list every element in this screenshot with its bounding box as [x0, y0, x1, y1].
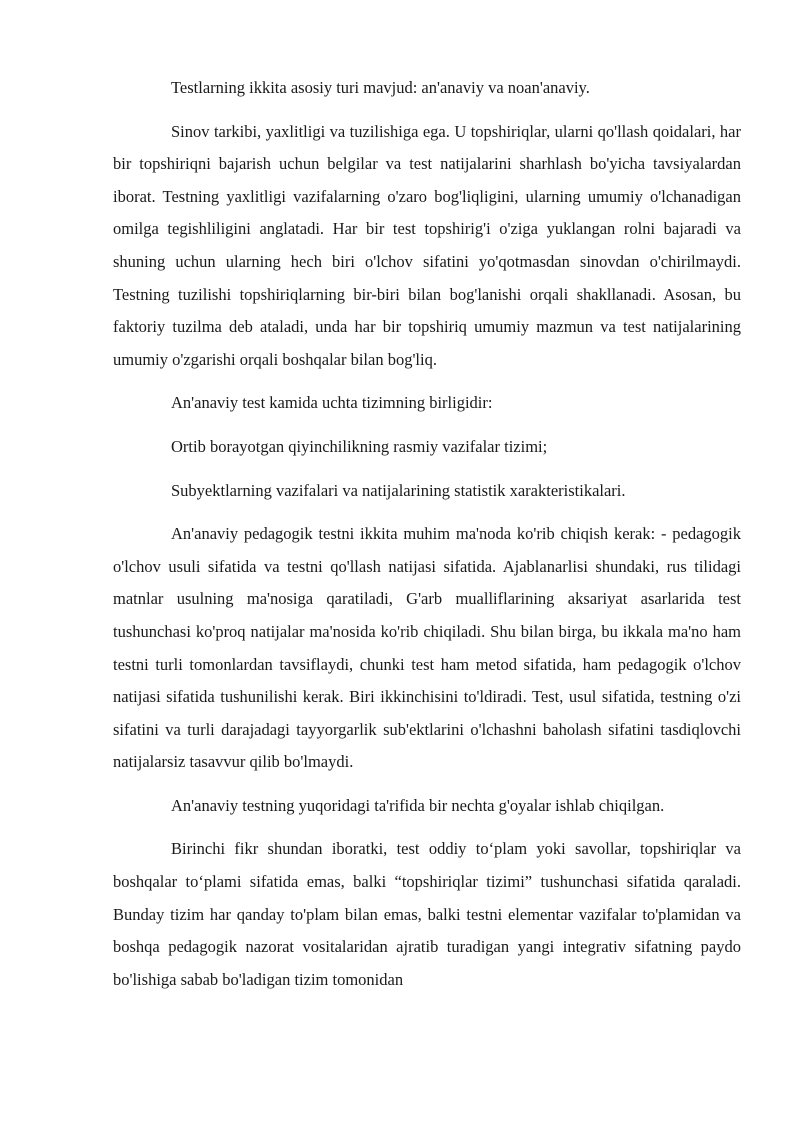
paragraph-test-structure: Sinov tarkibi, yaxlitligi va tuzilishiga ega. U topshiriqlar, ularni qo'llash qoidalari, har bir topshiriqni bajarish uchun belgilar va test natijalarini sharhlash bo'yicha tavsiyalardan iborat. Testning yaxlitligi vazifalarning o'zaro bog'liqligini, ularning umumiy o'lchanadigan omilga tegishliligini anglatadi. Har bir test topshirig'i o'ziga yuklangan rolni bajaradi va shuning uchun ularning hech biri o'lchov sifatini yo'qotmasdan sinovdan o'chirilmaydi. Testning tuzilishi topshiriqlarning bir-biri bilan bog'lanishi orqali shakllanadi. Asosan, bu faktoriy tuzilma deb ataladi, unda har bir topshiriq umumiy mazmun va test natijalarining umumiy o'zgarishi orqali boshqalar bilan bog'liq.: [113, 121, 741, 369]
paragraph-test-types: Testlarning ikkita asosiy turi mavjud: an'anaviy va noan'anaviy.: [171, 78, 590, 97]
paragraph-traditional-test-unity: An'anaviy test kamida uchta tizimning birligidir:: [171, 393, 493, 413]
document-body: [113, 72, 741, 1007]
paragraph-task-system: Ortib borayotgan qiyinchilikning rasmiy vazifalar tizimi;: [171, 436, 548, 456]
paragraph-statistical-characteristics: Subyektlarning vazifalari va natijalarining statistik xarakteristikalari.: [171, 480, 626, 500]
paragraph-first-idea: Birinchi fikr shundan iboratki, test oddiy to‘plam yoki savollar, topshiriqlar va boshqalar to‘plami sifatida emas, balki “topshiriqlar tizimi” tushunchasi sifatida qaraladi. Bunday tizim har qanday to'plam bilan emas, balki testni elementar vazifalar to'plamidan va boshqa pedagogik nazorat vositalaridan ajratib turadigan yangi integrativ sifatning paydo bo'lishiga sabab bo'ladigan tizim tomonidan: [113, 839, 741, 989]
paragraph-definition-ideas: An'anaviy testning yuqoridagi ta'rifida bir nechta g'oyalar ishlab chiqilgan.: [171, 795, 665, 815]
paragraph-two-meanings: An'anaviy pedagogik testni ikkita muhim ma'noda ko'rib chiqish kerak: - pedagogik o'lchov usuli sifatida va testni qo'llash natijasi sifatida. Ajablanarlisi shundaki, rus tilidagi matnlar usulning ma'nosiga qaratiladi, G'arb mualliflarining aksariyat asarlarida test tushunchasi ko'proq natijalar ma'nosida ko'rib chiqiladi. Shu bilan birga, bu ikkala ma'no ham testni turli tomonlardan tavsiflaydi, chunki test ham metod sifatida, ham pedagogik o'lchov natijasi sifatida tushunilishi kerak. Biri ikkinchisini to'ldiradi. Test, usul sifatida, testning o'zi sifatini va turli darajadagi tayyorgarlik sub'ektlarini o'lchashni baholash sifatini tasdiqlovchi natijalarsiz tasavvur qilib bo'lmaydi.: [113, 524, 741, 772]
